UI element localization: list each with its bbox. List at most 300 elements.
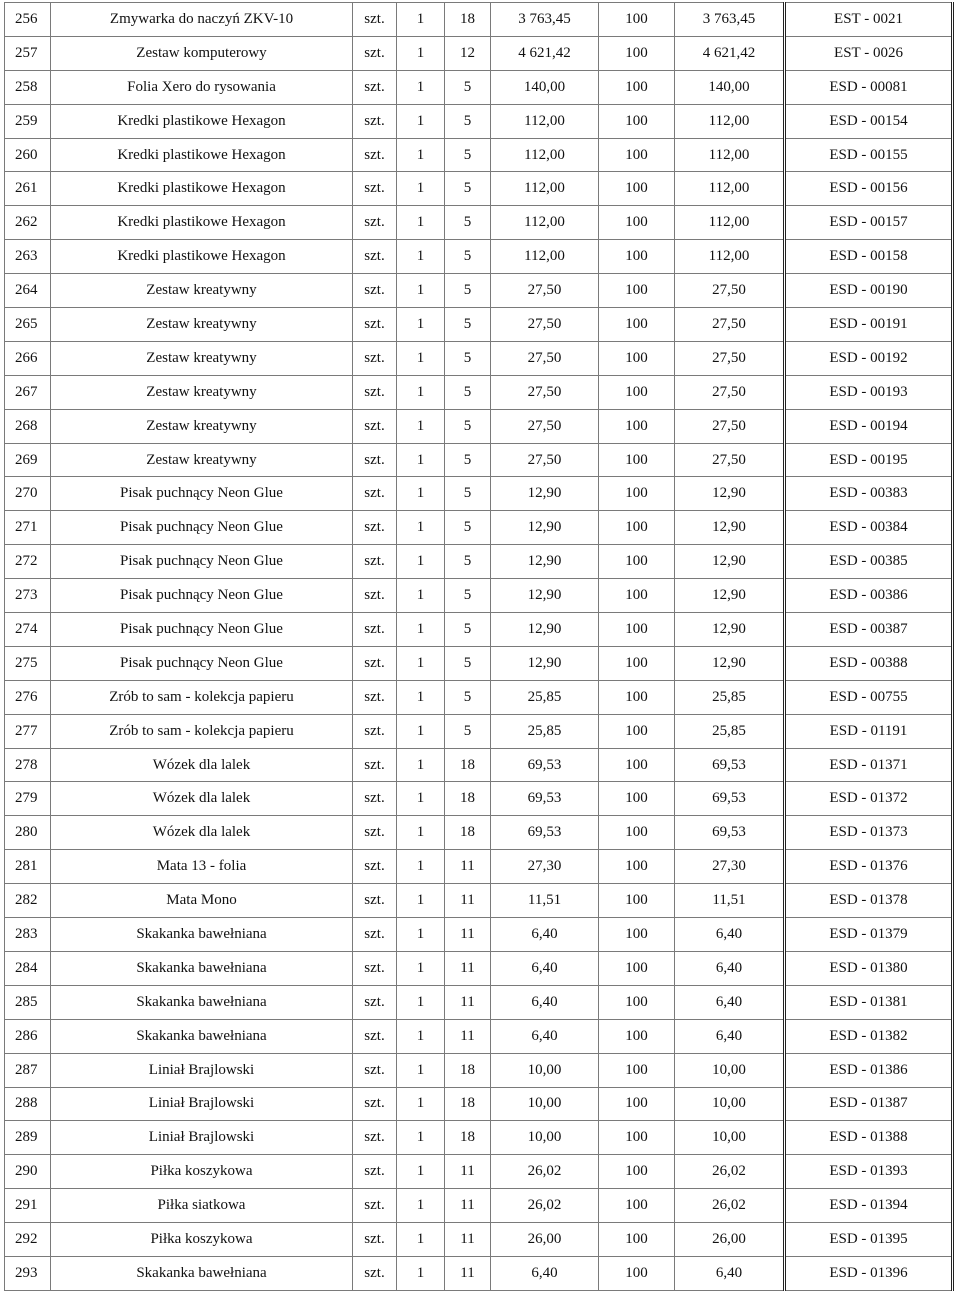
- unit-cell: szt.: [353, 70, 397, 104]
- value-cell: 112,00: [675, 240, 785, 274]
- table-row: [5, 274, 953, 308]
- category-cell: 12: [445, 36, 491, 70]
- quantity-cell: 1: [397, 1121, 445, 1155]
- category-cell: 11: [445, 850, 491, 884]
- percent-cell: 100: [599, 714, 675, 748]
- inventory-code-cell: ESD - 01379: [785, 918, 953, 952]
- row-number: 270: [5, 477, 51, 511]
- item-name: Kredki plastikowe Hexagon: [51, 104, 353, 138]
- table-row: [5, 3, 953, 37]
- table-row: [5, 511, 953, 545]
- category-cell: 5: [445, 613, 491, 647]
- unit-cell: szt.: [353, 850, 397, 884]
- category-cell: 11: [445, 1019, 491, 1053]
- category-cell: 5: [445, 206, 491, 240]
- unit-cell: szt.: [353, 782, 397, 816]
- quantity-cell: 1: [397, 613, 445, 647]
- category-cell: 5: [445, 646, 491, 680]
- inventory-code-cell: ESD - 01373: [785, 816, 953, 850]
- unit-cell: szt.: [353, 409, 397, 443]
- price-cell: 27,50: [491, 375, 599, 409]
- unit-cell: szt.: [353, 951, 397, 985]
- inventory-code-cell: ESD - 00192: [785, 341, 953, 375]
- unit-cell: szt.: [353, 680, 397, 714]
- quantity-cell: 1: [397, 1087, 445, 1121]
- price-cell: 12,90: [491, 579, 599, 613]
- row-number: 260: [5, 138, 51, 172]
- category-cell: 18: [445, 1053, 491, 1087]
- row-number: 282: [5, 884, 51, 918]
- price-cell: 25,85: [491, 714, 599, 748]
- row-number: 289: [5, 1121, 51, 1155]
- price-cell: 10,00: [491, 1053, 599, 1087]
- price-cell: 6,40: [491, 1019, 599, 1053]
- item-name: Zestaw kreatywny: [51, 341, 353, 375]
- item-name: Zestaw kreatywny: [51, 443, 353, 477]
- unit-cell: szt.: [353, 341, 397, 375]
- price-cell: 26,00: [491, 1223, 599, 1257]
- quantity-cell: 1: [397, 545, 445, 579]
- row-number: 274: [5, 613, 51, 647]
- table-row: [5, 613, 953, 647]
- category-cell: 5: [445, 375, 491, 409]
- item-name: Folia Xero do rysowania: [51, 70, 353, 104]
- quantity-cell: 1: [397, 240, 445, 274]
- price-cell: 6,40: [491, 1256, 599, 1290]
- value-cell: 26,02: [675, 1189, 785, 1223]
- table-row: [5, 782, 953, 816]
- inventory-code-cell: ESD - 01386: [785, 1053, 953, 1087]
- category-cell: 18: [445, 3, 491, 37]
- quantity-cell: 1: [397, 375, 445, 409]
- percent-cell: 100: [599, 274, 675, 308]
- percent-cell: 100: [599, 206, 675, 240]
- price-cell: 11,51: [491, 884, 599, 918]
- row-number: 263: [5, 240, 51, 274]
- inventory-code-cell: ESD - 00081: [785, 70, 953, 104]
- table-row: [5, 172, 953, 206]
- percent-cell: 100: [599, 70, 675, 104]
- percent-cell: 100: [599, 409, 675, 443]
- quantity-cell: 1: [397, 816, 445, 850]
- category-cell: 5: [445, 308, 491, 342]
- table-row: [5, 206, 953, 240]
- category-cell: 18: [445, 748, 491, 782]
- price-cell: 12,90: [491, 613, 599, 647]
- inventory-code-cell: EST - 0021: [785, 3, 953, 37]
- price-cell: 112,00: [491, 138, 599, 172]
- item-name: Pisak puchnący Neon Glue: [51, 477, 353, 511]
- percent-cell: 100: [599, 850, 675, 884]
- inventory-code-cell: ESD - 01388: [785, 1121, 953, 1155]
- percent-cell: 100: [599, 375, 675, 409]
- percent-cell: 100: [599, 985, 675, 1019]
- inventory-code-cell: ESD - 01387: [785, 1087, 953, 1121]
- value-cell: 140,00: [675, 70, 785, 104]
- table-row: [5, 680, 953, 714]
- price-cell: 3 763,45: [491, 3, 599, 37]
- value-cell: 4 621,42: [675, 36, 785, 70]
- unit-cell: szt.: [353, 884, 397, 918]
- inventory-table: [4, 2, 954, 1291]
- table-row: [5, 36, 953, 70]
- unit-cell: szt.: [353, 240, 397, 274]
- row-number: 276: [5, 680, 51, 714]
- quantity-cell: 1: [397, 308, 445, 342]
- quantity-cell: 1: [397, 748, 445, 782]
- table-row: [5, 1053, 953, 1087]
- value-cell: 6,40: [675, 1019, 785, 1053]
- category-cell: 5: [445, 409, 491, 443]
- price-cell: 12,90: [491, 646, 599, 680]
- quantity-cell: 1: [397, 1053, 445, 1087]
- unit-cell: szt.: [353, 613, 397, 647]
- category-cell: 5: [445, 138, 491, 172]
- quantity-cell: 1: [397, 104, 445, 138]
- row-number: 264: [5, 274, 51, 308]
- category-cell: 18: [445, 1121, 491, 1155]
- row-number: 285: [5, 985, 51, 1019]
- category-cell: 11: [445, 1189, 491, 1223]
- category-cell: 5: [445, 545, 491, 579]
- value-cell: 112,00: [675, 172, 785, 206]
- value-cell: 12,90: [675, 579, 785, 613]
- percent-cell: 100: [599, 545, 675, 579]
- item-name: Liniał Brajlowski: [51, 1121, 353, 1155]
- quantity-cell: 1: [397, 511, 445, 545]
- table-row: [5, 240, 953, 274]
- inventory-code-cell: ESD - 00194: [785, 409, 953, 443]
- value-cell: 112,00: [675, 138, 785, 172]
- quantity-cell: 1: [397, 138, 445, 172]
- item-name: Zestaw kreatywny: [51, 308, 353, 342]
- row-number: 273: [5, 579, 51, 613]
- price-cell: 112,00: [491, 172, 599, 206]
- price-cell: 6,40: [491, 985, 599, 1019]
- unit-cell: szt.: [353, 274, 397, 308]
- item-name: Kredki plastikowe Hexagon: [51, 206, 353, 240]
- inventory-code-cell: ESD - 01395: [785, 1223, 953, 1257]
- unit-cell: szt.: [353, 36, 397, 70]
- unit-cell: szt.: [353, 816, 397, 850]
- item-name: Liniał Brajlowski: [51, 1087, 353, 1121]
- price-cell: 27,50: [491, 341, 599, 375]
- percent-cell: 100: [599, 36, 675, 70]
- unit-cell: szt.: [353, 1223, 397, 1257]
- unit-cell: szt.: [353, 375, 397, 409]
- inventory-code-cell: ESD - 01382: [785, 1019, 953, 1053]
- row-number: 265: [5, 308, 51, 342]
- category-cell: 11: [445, 1155, 491, 1189]
- table-row: [5, 341, 953, 375]
- row-number: 275: [5, 646, 51, 680]
- value-cell: 10,00: [675, 1121, 785, 1155]
- percent-cell: 100: [599, 341, 675, 375]
- unit-cell: szt.: [353, 918, 397, 952]
- value-cell: 12,90: [675, 545, 785, 579]
- inventory-code-cell: ESD - 00191: [785, 308, 953, 342]
- value-cell: 12,90: [675, 646, 785, 680]
- quantity-cell: 1: [397, 1019, 445, 1053]
- item-name: Piłka koszykowa: [51, 1155, 353, 1189]
- row-number: 283: [5, 918, 51, 952]
- table-row: [5, 1189, 953, 1223]
- price-cell: 26,02: [491, 1189, 599, 1223]
- item-name: Kredki plastikowe Hexagon: [51, 172, 353, 206]
- inventory-code-cell: ESD - 00388: [785, 646, 953, 680]
- category-cell: 11: [445, 985, 491, 1019]
- item-name: Piłka koszykowa: [51, 1223, 353, 1257]
- price-cell: 25,85: [491, 680, 599, 714]
- percent-cell: 100: [599, 240, 675, 274]
- row-number: 280: [5, 816, 51, 850]
- value-cell: 26,02: [675, 1155, 785, 1189]
- price-cell: 10,00: [491, 1121, 599, 1155]
- unit-cell: szt.: [353, 646, 397, 680]
- value-cell: 6,40: [675, 951, 785, 985]
- price-cell: 12,90: [491, 477, 599, 511]
- category-cell: 5: [445, 477, 491, 511]
- value-cell: 26,00: [675, 1223, 785, 1257]
- percent-cell: 100: [599, 104, 675, 138]
- table-row: [5, 1087, 953, 1121]
- item-name: Skakanka bawełniana: [51, 1256, 353, 1290]
- item-name: Zmywarka do naczyń ZKV-10: [51, 3, 353, 37]
- inventory-code-cell: ESD - 00755: [785, 680, 953, 714]
- percent-cell: 100: [599, 1121, 675, 1155]
- row-number: 278: [5, 748, 51, 782]
- inventory-code-cell: ESD - 00387: [785, 613, 953, 647]
- row-number: 272: [5, 545, 51, 579]
- inventory-code-cell: ESD - 01371: [785, 748, 953, 782]
- unit-cell: szt.: [353, 104, 397, 138]
- quantity-cell: 1: [397, 884, 445, 918]
- inventory-code-cell: ESD - 00154: [785, 104, 953, 138]
- percent-cell: 100: [599, 308, 675, 342]
- item-name: Liniał Brajlowski: [51, 1053, 353, 1087]
- quantity-cell: 1: [397, 680, 445, 714]
- value-cell: 12,90: [675, 613, 785, 647]
- percent-cell: 100: [599, 1189, 675, 1223]
- price-cell: 27,50: [491, 409, 599, 443]
- quantity-cell: 1: [397, 409, 445, 443]
- category-cell: 18: [445, 782, 491, 816]
- quantity-cell: 1: [397, 714, 445, 748]
- quantity-cell: 1: [397, 918, 445, 952]
- unit-cell: szt.: [353, 308, 397, 342]
- value-cell: 12,90: [675, 511, 785, 545]
- price-cell: 10,00: [491, 1087, 599, 1121]
- item-name: Zrób to sam - kolekcja papieru: [51, 680, 353, 714]
- percent-cell: 100: [599, 1155, 675, 1189]
- value-cell: 11,51: [675, 884, 785, 918]
- percent-cell: 100: [599, 1256, 675, 1290]
- table-row: [5, 70, 953, 104]
- value-cell: 112,00: [675, 206, 785, 240]
- row-number: 291: [5, 1189, 51, 1223]
- percent-cell: 100: [599, 1053, 675, 1087]
- table-row: [5, 477, 953, 511]
- quantity-cell: 1: [397, 951, 445, 985]
- category-cell: 18: [445, 816, 491, 850]
- percent-cell: 100: [599, 1087, 675, 1121]
- item-name: Wózek dla lalek: [51, 782, 353, 816]
- unit-cell: szt.: [353, 1053, 397, 1087]
- item-name: Mata 13 - folia: [51, 850, 353, 884]
- quantity-cell: 1: [397, 36, 445, 70]
- percent-cell: 100: [599, 477, 675, 511]
- quantity-cell: 1: [397, 1189, 445, 1223]
- category-cell: 5: [445, 274, 491, 308]
- table-row: [5, 985, 953, 1019]
- unit-cell: szt.: [353, 511, 397, 545]
- row-number: 267: [5, 375, 51, 409]
- percent-cell: 100: [599, 951, 675, 985]
- inventory-code-cell: EST - 0026: [785, 36, 953, 70]
- price-cell: 26,02: [491, 1155, 599, 1189]
- unit-cell: szt.: [353, 714, 397, 748]
- quantity-cell: 1: [397, 1256, 445, 1290]
- inventory-code-cell: ESD - 01396: [785, 1256, 953, 1290]
- price-cell: 112,00: [491, 104, 599, 138]
- price-cell: 112,00: [491, 206, 599, 240]
- price-cell: 27,50: [491, 308, 599, 342]
- table-row: [5, 714, 953, 748]
- item-name: Kredki plastikowe Hexagon: [51, 240, 353, 274]
- row-number: 287: [5, 1053, 51, 1087]
- table-row: [5, 850, 953, 884]
- inventory-code-cell: ESD - 01394: [785, 1189, 953, 1223]
- item-name: Skakanka bawełniana: [51, 918, 353, 952]
- value-cell: 10,00: [675, 1087, 785, 1121]
- row-number: 269: [5, 443, 51, 477]
- inventory-code-cell: ESD - 00156: [785, 172, 953, 206]
- table-row: [5, 748, 953, 782]
- quantity-cell: 1: [397, 274, 445, 308]
- table-row: [5, 951, 953, 985]
- unit-cell: szt.: [353, 1087, 397, 1121]
- value-cell: 12,90: [675, 477, 785, 511]
- price-cell: 27,50: [491, 274, 599, 308]
- inventory-code-cell: ESD - 00383: [785, 477, 953, 511]
- price-cell: 69,53: [491, 816, 599, 850]
- table-row: [5, 579, 953, 613]
- table-row: [5, 138, 953, 172]
- price-cell: 12,90: [491, 545, 599, 579]
- percent-cell: 100: [599, 918, 675, 952]
- value-cell: 27,50: [675, 308, 785, 342]
- item-name: Zestaw kreatywny: [51, 375, 353, 409]
- percent-cell: 100: [599, 1223, 675, 1257]
- item-name: Skakanka bawełniana: [51, 951, 353, 985]
- table-row: [5, 104, 953, 138]
- row-number: 256: [5, 3, 51, 37]
- row-number: 284: [5, 951, 51, 985]
- table-row: [5, 375, 953, 409]
- table-row: [5, 646, 953, 680]
- item-name: Pisak puchnący Neon Glue: [51, 646, 353, 680]
- inventory-code-cell: ESD - 01376: [785, 850, 953, 884]
- value-cell: 25,85: [675, 680, 785, 714]
- row-number: 293: [5, 1256, 51, 1290]
- table-row: [5, 308, 953, 342]
- row-number: 277: [5, 714, 51, 748]
- unit-cell: szt.: [353, 172, 397, 206]
- value-cell: 27,50: [675, 375, 785, 409]
- percent-cell: 100: [599, 680, 675, 714]
- item-name: Pisak puchnący Neon Glue: [51, 511, 353, 545]
- value-cell: 6,40: [675, 1256, 785, 1290]
- quantity-cell: 1: [397, 1155, 445, 1189]
- row-number: 268: [5, 409, 51, 443]
- price-cell: 27,50: [491, 443, 599, 477]
- item-name: Piłka siatkowa: [51, 1189, 353, 1223]
- inventory-code-cell: ESD - 00193: [785, 375, 953, 409]
- price-cell: 69,53: [491, 748, 599, 782]
- category-cell: 11: [445, 951, 491, 985]
- value-cell: 6,40: [675, 985, 785, 1019]
- value-cell: 25,85: [675, 714, 785, 748]
- category-cell: 11: [445, 918, 491, 952]
- table-row: [5, 443, 953, 477]
- inventory-code-cell: ESD - 00386: [785, 579, 953, 613]
- price-cell: 12,90: [491, 511, 599, 545]
- price-cell: 6,40: [491, 951, 599, 985]
- table-body: [5, 3, 953, 1291]
- table-row: [5, 1223, 953, 1257]
- table-row: [5, 545, 953, 579]
- value-cell: 27,30: [675, 850, 785, 884]
- row-number: 292: [5, 1223, 51, 1257]
- row-number: 281: [5, 850, 51, 884]
- price-cell: 140,00: [491, 70, 599, 104]
- category-cell: 5: [445, 70, 491, 104]
- unit-cell: szt.: [353, 1019, 397, 1053]
- item-name: Wózek dla lalek: [51, 816, 353, 850]
- percent-cell: 100: [599, 816, 675, 850]
- table-row: [5, 1155, 953, 1189]
- inventory-code-cell: ESD - 01378: [785, 884, 953, 918]
- unit-cell: szt.: [353, 3, 397, 37]
- category-cell: 5: [445, 104, 491, 138]
- item-name: Mata Mono: [51, 884, 353, 918]
- item-name: Pisak puchnący Neon Glue: [51, 579, 353, 613]
- row-number: 286: [5, 1019, 51, 1053]
- inventory-code-cell: ESD - 00384: [785, 511, 953, 545]
- unit-cell: szt.: [353, 1256, 397, 1290]
- price-cell: 112,00: [491, 240, 599, 274]
- quantity-cell: 1: [397, 70, 445, 104]
- unit-cell: szt.: [353, 138, 397, 172]
- percent-cell: 100: [599, 748, 675, 782]
- item-name: Zestaw kreatywny: [51, 274, 353, 308]
- percent-cell: 100: [599, 646, 675, 680]
- inventory-code-cell: ESD - 01381: [785, 985, 953, 1019]
- table-row: [5, 884, 953, 918]
- unit-cell: szt.: [353, 477, 397, 511]
- quantity-cell: 1: [397, 341, 445, 375]
- row-number: 279: [5, 782, 51, 816]
- table-row: [5, 1121, 953, 1155]
- unit-cell: szt.: [353, 748, 397, 782]
- row-number: 271: [5, 511, 51, 545]
- inventory-code-cell: ESD - 01393: [785, 1155, 953, 1189]
- category-cell: 5: [445, 443, 491, 477]
- inventory-code-cell: ESD - 00190: [785, 274, 953, 308]
- category-cell: 5: [445, 579, 491, 613]
- percent-cell: 100: [599, 3, 675, 37]
- item-name: Zrób to sam - kolekcja papieru: [51, 714, 353, 748]
